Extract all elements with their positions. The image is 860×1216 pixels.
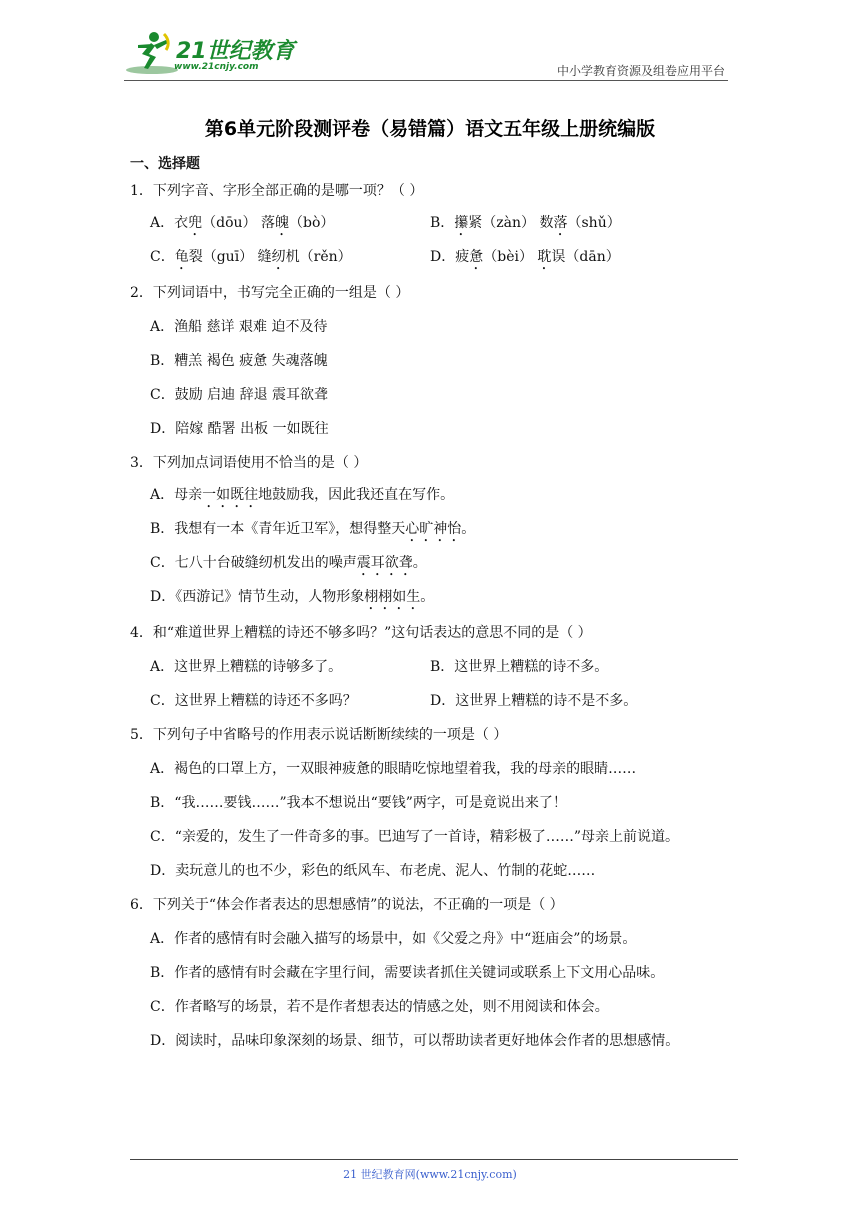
footer-link[interactable]: 21 世纪教育网(www.21cnjy.com) <box>343 1168 517 1181</box>
question-3-option-c: C．七八十台破缝纫机发出的噪声震耳欲聋。 <box>150 555 427 571</box>
question-3-option-a: A．母亲一如既往地鼓励我，因此我还直在写作。 <box>150 487 455 503</box>
question-6-option-c: C．作者略写的场景，若不是作者想表达的情感之处，则不用阅读和体会。 <box>150 999 609 1015</box>
question-2-option-b: B．糟羔 褐色 疲惫 失魂落魄 <box>150 353 328 369</box>
question-4-option-b: B．这世界上糟糕的诗不多。 <box>430 659 609 675</box>
question-4-option-d: D．这世界上糟糕的诗不是不多。 <box>430 693 638 709</box>
page-title: 第6单元阶段测评卷（易错篇）语文五年级上册统编版 <box>204 118 656 140</box>
question-2-option-c: C．鼓励 启迪 辞退 震耳欲聋 <box>150 387 329 403</box>
question-2-option-a: A．渔船 慈详 艰难 迫不及待 <box>150 319 328 335</box>
question-2-option-d: D．陪嫁 酷署 出板 一如既往 <box>150 421 329 437</box>
question-6-option-b: B．作者的感情有时会藏在字里行间，需要读者抓住关键词或联系上下文用心品味。 <box>150 965 665 981</box>
header-tagline: 中小学教育资源及组卷应用平台 <box>556 64 725 78</box>
question-4-option-a: A．这世界上糟糕的诗够多了。 <box>150 659 343 675</box>
page-header <box>0 0 860 80</box>
question-5-option-c: C．“亲爱的，发生了一件奇多的事。巴迪写了一首诗，精彩极了……”母亲上前说道。 <box>150 829 680 845</box>
question-1-stem: 1．下列字音、字形全部正确的是哪一项？（ ） <box>130 183 424 199</box>
question-4-stem: 4．和“难道世界上糟糕的诗还不够多吗？”这句话表达的意思不同的是（ ） <box>130 625 592 641</box>
section-heading: 一、选择题 <box>130 156 200 172</box>
question-3-option-b: B．我想有一本《青年近卫军》，想得整天心旷神怡。 <box>150 521 476 537</box>
question-5-option-a: A．褐色的口罩上方，一双眼神疲惫的眼睛吃惊地望着我，我的母亲的眼睛…… <box>150 761 637 777</box>
question-6-stem: 6．下列关于“体会作者表达的思想感情”的说法，不正确的一项是（ ） <box>130 897 564 913</box>
question-1-option-c: C．龟裂（guī） 缝纫机（rěn） <box>150 249 352 265</box>
question-6-option-d: D．阅读时，品味印象深刻的场景、细节，可以帮助读者更好地体会作者的思想感情。 <box>150 1033 680 1049</box>
question-1-option-b: B．攥紧（zàn） 数落（shǔ） <box>430 215 621 231</box>
question-4-option-c: C．这世界上糟糕的诗还不多吗？ <box>150 693 357 709</box>
logo-text: 21世纪教育 <box>176 39 295 64</box>
question-5-stem: 5．下列句子中省略号的作用表示说话断断续续的一项是（ ） <box>130 727 508 743</box>
footer-divider <box>130 1159 738 1160</box>
header-divider <box>124 80 728 81</box>
logo-url: www.21cnjy.com <box>174 62 259 72</box>
question-1-option-a: A．衣兜（dōu） 落魄（bò） <box>150 215 335 231</box>
question-2-stem: 2．下列词语中，书写完全正确的一组是（ ） <box>130 285 410 301</box>
question-5-option-b: B．“我……要钱……”我本不想说出“要钱”两字，可是竟说出来了！ <box>150 795 567 811</box>
question-3-option-d: D．《西游记》情节生动，人物形象栩栩如生。 <box>150 589 435 605</box>
question-1-option-d: D．疲惫（bèi） 耽误（dān） <box>430 249 620 265</box>
question-5-option-d: D．卖玩意儿的也不少，彩色的纸风车、布老虎、泥人、竹制的花蛇…… <box>150 863 596 879</box>
question-6-option-a: A．作者的感情有时会融入描写的场景中，如《父爱之舟》中“逛庙会”的场景。 <box>150 931 637 947</box>
question-3-stem: 3．下列加点词语使用不恰当的是（ ） <box>130 455 368 471</box>
